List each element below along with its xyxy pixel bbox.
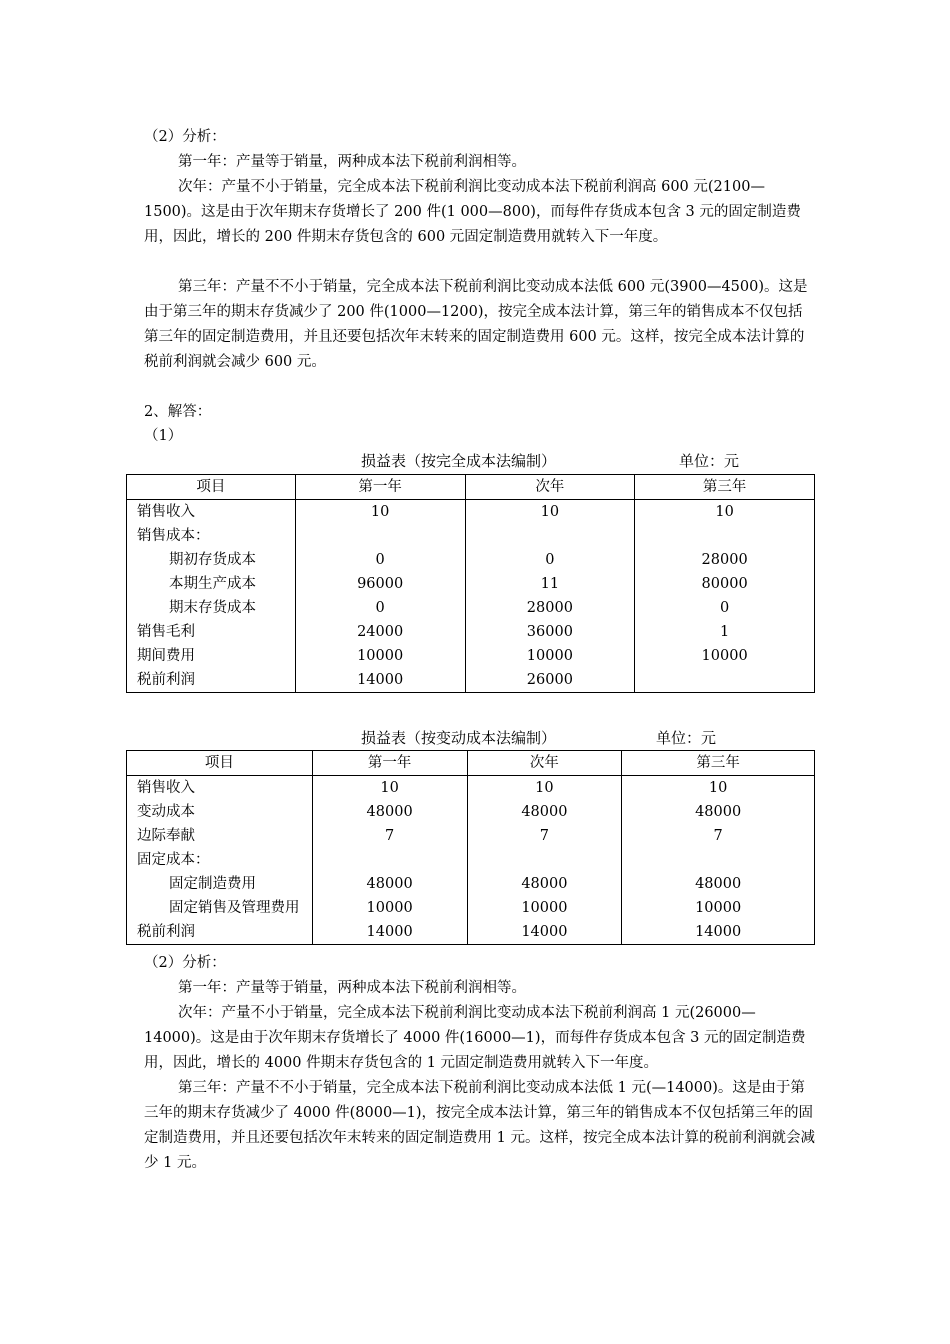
column-header: 项目 [127,475,296,500]
table-row [127,776,815,801]
table-cell: 10000 [622,896,815,920]
column-header: 项目 [127,751,313,776]
table1-title: 损益表（按完全成本法编制） [361,452,557,470]
table-cell: 24000 [295,620,465,644]
table-cell: 14000 [622,920,815,945]
column-header: 第三年 [635,475,815,500]
table-cell: 0 [465,548,635,572]
table-cell: 0 [635,596,815,620]
table-cell: 10000 [465,644,635,668]
row-label: 变动成本 [127,800,313,824]
table-row [127,596,815,620]
table-cell: 10 [295,500,465,525]
table-row [127,800,815,824]
row-label: 销售成本： [127,524,296,548]
table-row [127,644,815,668]
table-cell: 7 [622,824,815,848]
column-header: 次年 [465,475,635,500]
table-cell: 10 [635,500,815,525]
table-row [127,896,815,920]
column-header: 第一年 [295,475,465,500]
table-cell: 10000 [635,644,815,668]
income-statement-full-costing-table [126,474,815,693]
row-label: 期初存货成本 [127,548,296,572]
analysis2-paragraph-year3: 第三年：产量不不小于销量，完全成本法下税前利润比变动成本法低 1 元(—14000)。这是由于第三年的期末存货减少了 4000 件(8000—1)，按完全成本法计算，第三年的销售成本不仅包括第三年的固定制造费用，并且还要包括次年末转来的固定制造费用 1 元。这样，按完全成本法计算的税前利润就会减少 1 元。 [144,1080,815,1171]
table-cell: 0 [295,548,465,572]
table-cell: 14000 [312,920,467,945]
row-label: 固定制造费用 [127,872,313,896]
table1-unit: 单位：元 [679,452,740,470]
row-label: 固定成本： [127,848,313,872]
table-cell: 11 [465,572,635,596]
analysis2-paragraph-year1: 第一年：产量等于销量，两种成本法下税前利润相等。 [178,980,526,996]
answer-subheading: （1） [144,428,183,444]
table-cell: 26000 [465,668,635,693]
row-label: 期间费用 [127,644,296,668]
table-cell: 10000 [295,644,465,668]
table-cell: 48000 [622,872,815,896]
table2-unit: 单位：元 [656,729,717,747]
table-row [127,872,815,896]
row-label: 销售收入 [127,776,313,801]
table-cell [295,524,465,548]
table-cell: 48000 [312,800,467,824]
row-label: 销售毛利 [127,620,296,644]
row-label: 销售收入 [127,500,296,525]
row-label: 税前利润 [127,920,313,945]
table-cell: 80000 [635,572,815,596]
row-label: 边际奉献 [127,824,313,848]
table-cell: 14000 [295,668,465,693]
table-cell: 10000 [312,896,467,920]
table-cell [635,524,815,548]
answer-heading: 2、解答： [144,404,212,420]
table-cell: 28000 [465,596,635,620]
table-cell: 10 [465,500,635,525]
table-header-row [127,475,815,500]
analysis-heading: （2）分析： [144,129,226,145]
table-cell: 0 [295,596,465,620]
table-cell [622,848,815,872]
analysis-paragraph-year1: 第一年：产量等于销量，两种成本法下税前利润相等。 [178,154,526,170]
row-label: 税前利润 [127,668,296,693]
table-cell [465,524,635,548]
table-cell: 48000 [622,800,815,824]
table-cell: 48000 [312,872,467,896]
analysis-paragraph-year2: 次年：产量不小于销量，完全成本法下税前利润比变动成本法下税前利润高 600 元(2100—1500)。这是由于次年期末存货增长了 200 件(1 000—800)，而每件存货成本包含 3 元的固定制造费用，因此，增长的 200 件期末存货包含的 600 元固定制造费用就转入下一年度。 [144,179,801,245]
row-label: 期末存货成本 [127,596,296,620]
table-cell: 7 [312,824,467,848]
table-cell: 96000 [295,572,465,596]
table-cell: 48000 [467,800,622,824]
table-row [127,500,815,525]
table-cell: 10000 [467,896,622,920]
table-cell: 36000 [465,620,635,644]
table-cell: 48000 [467,872,622,896]
table-cell: 1 [635,620,815,644]
table-cell: 28000 [635,548,815,572]
column-header: 第三年 [622,751,815,776]
analysis2-heading: （2）分析： [144,955,226,971]
analysis2-paragraph-year2: 次年：产量不小于销量，完全成本法下税前利润比变动成本法下税前利润高 1 元(26000—14000)。这是由于次年期末存货增长了 4000 件(16000—1)，而每件存货成本包含 3 元的固定制造费用，因此，增长的 4000 件期末存货包含的 1 元固定制造费用就转入下一年度。 [144,1005,806,1071]
table-header-row [127,751,815,776]
table-cell [467,848,622,872]
table-row [127,920,815,945]
column-header: 次年 [467,751,622,776]
table-cell: 10 [312,776,467,801]
table-cell [312,848,467,872]
table-row [127,824,815,848]
table-cell: 10 [622,776,815,801]
table-cell: 14000 [467,920,622,945]
table2-title: 损益表（按变动成本法编制） [361,729,557,747]
income-statement-variable-costing-table [126,750,815,945]
table-row [127,548,815,572]
analysis-paragraph-year3: 第三年：产量不不小于销量，完全成本法下税前利润比变动成本法低 600 元(3900—4500)。这是由于第三年的期末存货减少了 200 件(1000—1200)，按完全成本法计算，第三年的销售成本不仅包括第三年的固定制造费用，并且还要包括次年末转来的固定制造费用 600 元。这样，按完全成本法计算的税前利润就会减少 600 元。 [144,279,808,370]
row-label: 固定销售及管理费用 [127,896,313,920]
table-row [127,524,815,548]
column-header: 第一年 [312,751,467,776]
table-row [127,620,815,644]
table-cell [635,668,815,693]
table-row [127,572,815,596]
table-cell: 7 [467,824,622,848]
table-row [127,668,815,693]
table-cell: 10 [467,776,622,801]
row-label: 本期生产成本 [127,572,296,596]
table-row [127,848,815,872]
